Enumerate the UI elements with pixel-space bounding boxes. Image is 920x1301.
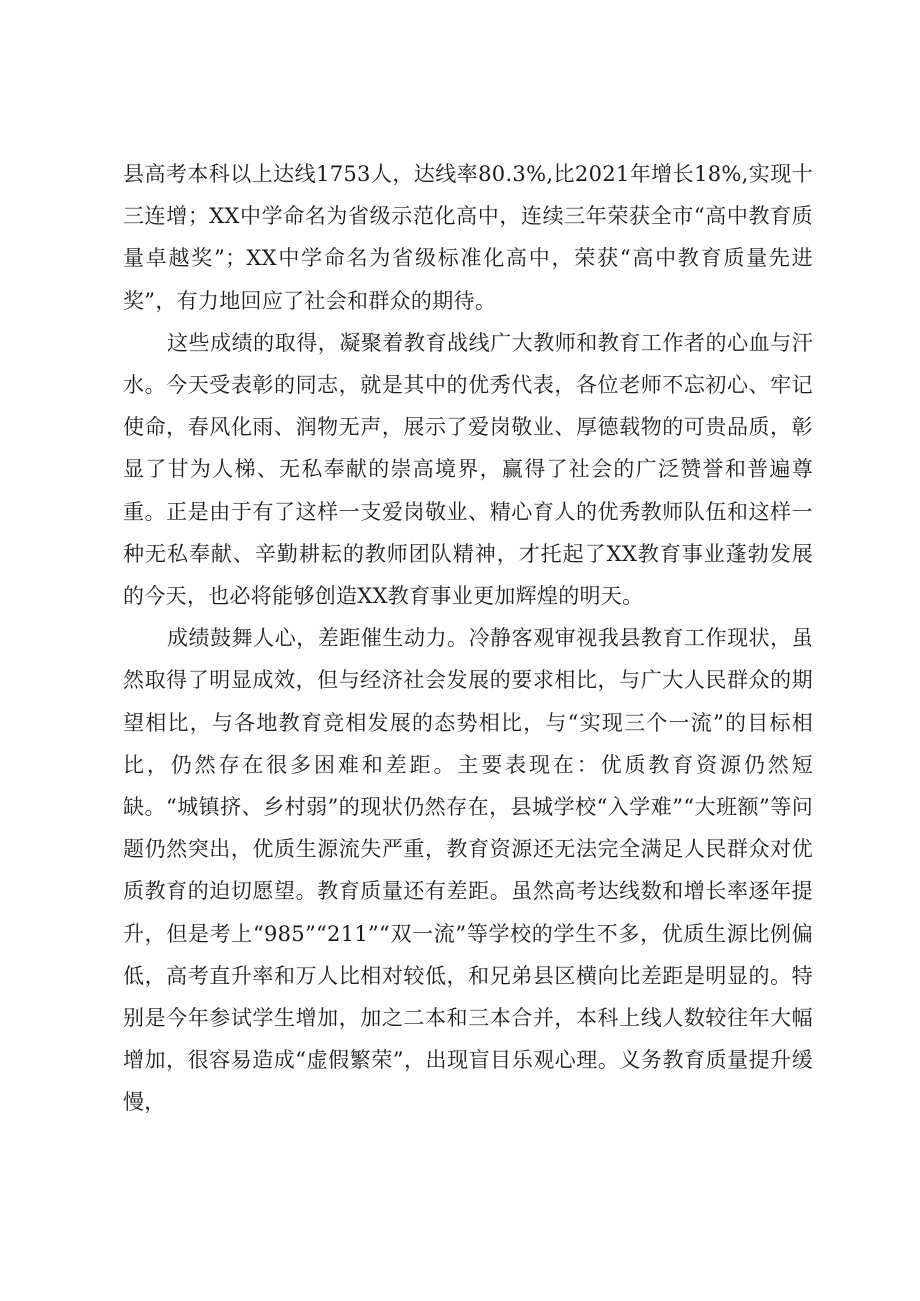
paragraph-3: 成绩鼓舞人心，差距催生动力。冷静客观审视我县教育工作现状，虽然取得了明显成效，但与经济社会发展的要求相比，与广大人民群众的期望相比，与各地教育竞相发展的态势相比，与“实现三个一流”的目标相比，仍然存在很多困难和差距。主要表现在：优质教育资源仍然短缺。“城镇挤、乡村弱”的现状仍然存在，县城学校“入学难”“大班额”等问题仍然突出，优质生源流失严重，教育资源还无法完全满足人民群众对优质教育的迫切愿望。教育质量还有差距。虽然高考达线数和增长率逐年提升，但是考上“985”“211”“双一流”等学校的学生不多，优质生源比例偏低，高考直升率和万人比相对较低，和兄弟县区横向比差距是明显的。特别是今年参试学生增加，加之二本和三本合并，本科上线人数较往年大幅增加，很容易造成“虚假繁荣”，出现盲目乐观心理。义务教育质量提升缓慢， (123, 626, 813, 1115)
paragraph-2: 这些成绩的取得，凝聚着教育战线广大教师和教育工作者的心血与汗水。今天受表彰的同志，就是其中的优秀代表，各位老师不忘初心、牢记使命，春风化雨、润物无声，展示了爱岗敬业、厚德载物的可贵品质，彰显了甘为人梯、无私奉献的崇高境界，赢得了社会的广泛赞誉和普遍尊重。正是由于有了这样一支爱岗敬业、精心育人的优秀教师队伍和这样一种无私奉献、辛勤耕耘的教师团队精神，才托起了XX教育事业蓬勃发展的今天，也必将能够创造XX教育事业更加辉煌的明天。 (123, 330, 813, 609)
paragraph-1: 县高考本科以上达线1753人，达线率80.3%,比2021年增长18%,实现十三连增；XX中学命名为省级示范化高中，连续三年荣获全市“高中教育质量卓越奖”；XX中学命名为省级标准化高中，荣获“高中教育质量先进奖”，有力地回应了社会和群众的期待。 (123, 162, 813, 313)
document-body (123, 153, 813, 1124)
